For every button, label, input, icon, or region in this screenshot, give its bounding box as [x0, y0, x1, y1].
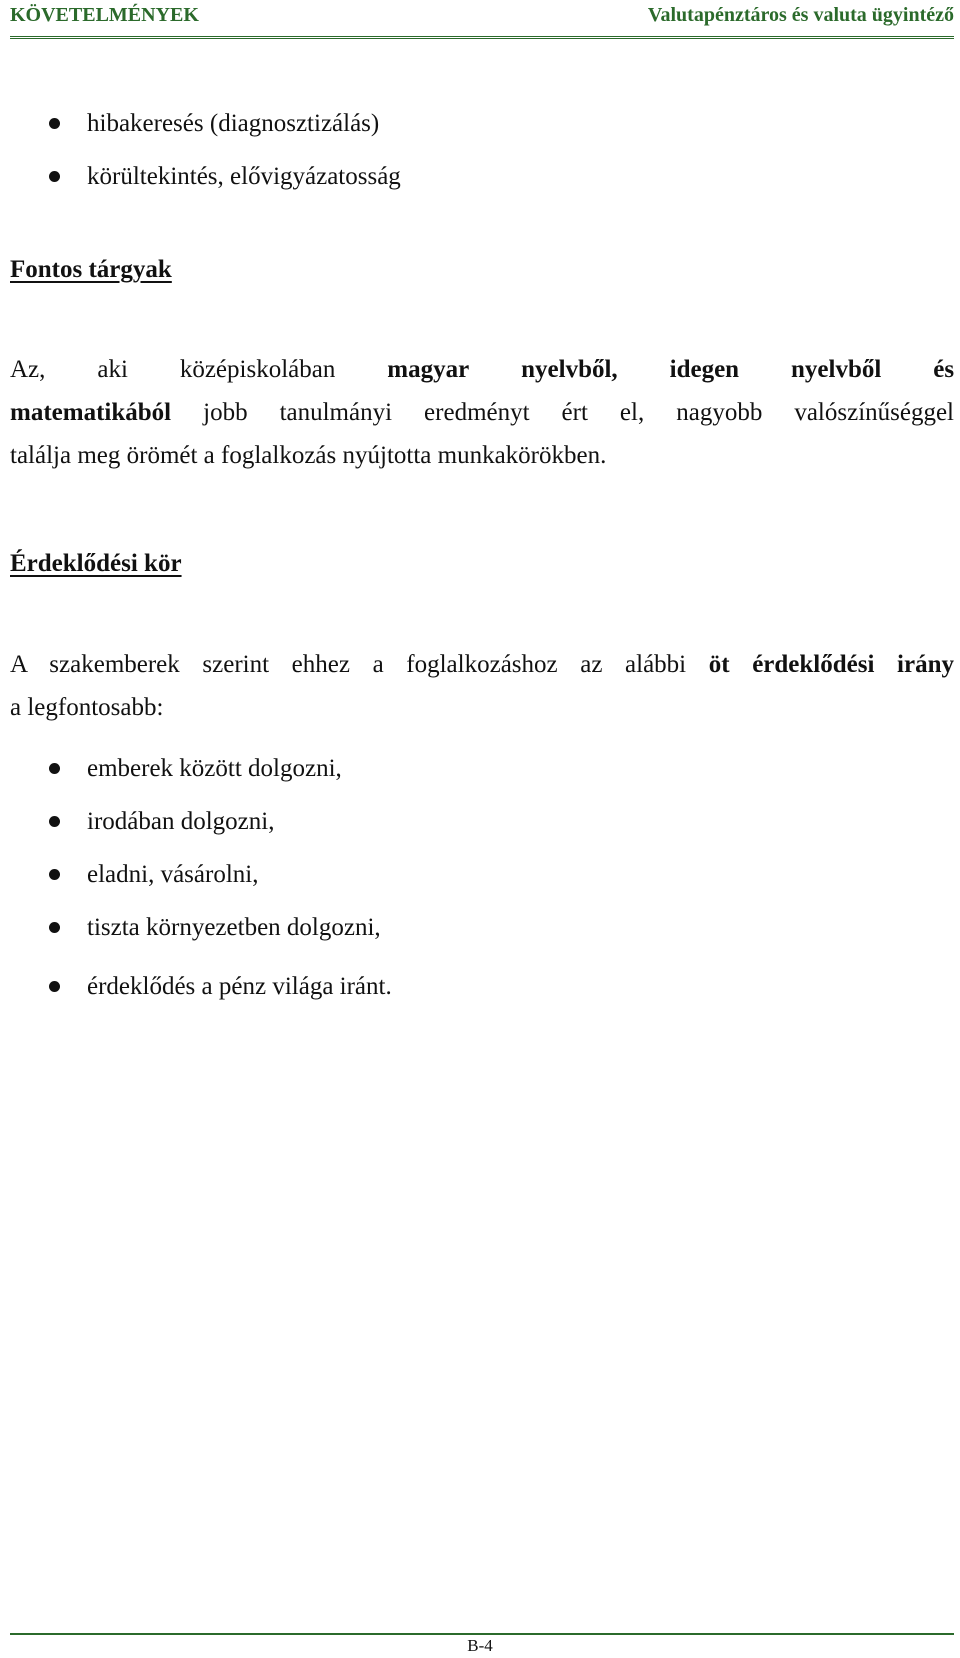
footer-divider [10, 1633, 954, 1635]
bullet-icon [49, 171, 60, 182]
header-document-title: Valutapénztáros és valuta ügyintéző [647, 4, 954, 26]
page-header [10, 0, 954, 39]
list-item: irodában dolgozni, [10, 795, 954, 848]
bullet-icon [49, 981, 60, 992]
bullet-icon [49, 118, 60, 129]
list-item: eladni, vásárolni, [10, 848, 954, 901]
erdeklodesi-kor-paragraph: A szakemberek szerint ehhez a foglalkozáshoz az alábbi öt érdeklődési irány a legfontosabb: [10, 651, 954, 721]
fontos-targyak-paragraph: Az, aki középiskolában magyar nyelvből, idegen nyelvből és matematikából jobb tanulmányi eredményt ért el, nagyobb valószínűséggel találja meg örömét a foglalkozás nyújtotta munkakörökben. [10, 356, 955, 469]
list-item: emberek között dolgozni, [10, 742, 954, 795]
list-item: körültekintés, elővigyázatosság [10, 150, 954, 203]
section-title-fontos-targyak: Fontos tárgyak [10, 256, 172, 283]
bullet-icon [49, 763, 60, 774]
bullet-icon [49, 816, 60, 827]
list-item: hibakeresés (diagnosztizálás) [10, 97, 954, 150]
list-item: tiszta környezetben dolgozni, [10, 901, 954, 954]
list-item: érdeklődés a pénz világa iránt. [10, 960, 954, 1013]
page-number: B-4 [467, 1636, 493, 1655]
skills-list [10, 97, 954, 203]
section-title-erdeklodesi-kor: Érdeklődési kör [10, 550, 182, 577]
bullet-icon [49, 922, 60, 933]
header-chapter-title: KÖVETELMÉNYEK [10, 4, 199, 26]
bullet-icon [49, 869, 60, 880]
interest-list [10, 742, 954, 1013]
